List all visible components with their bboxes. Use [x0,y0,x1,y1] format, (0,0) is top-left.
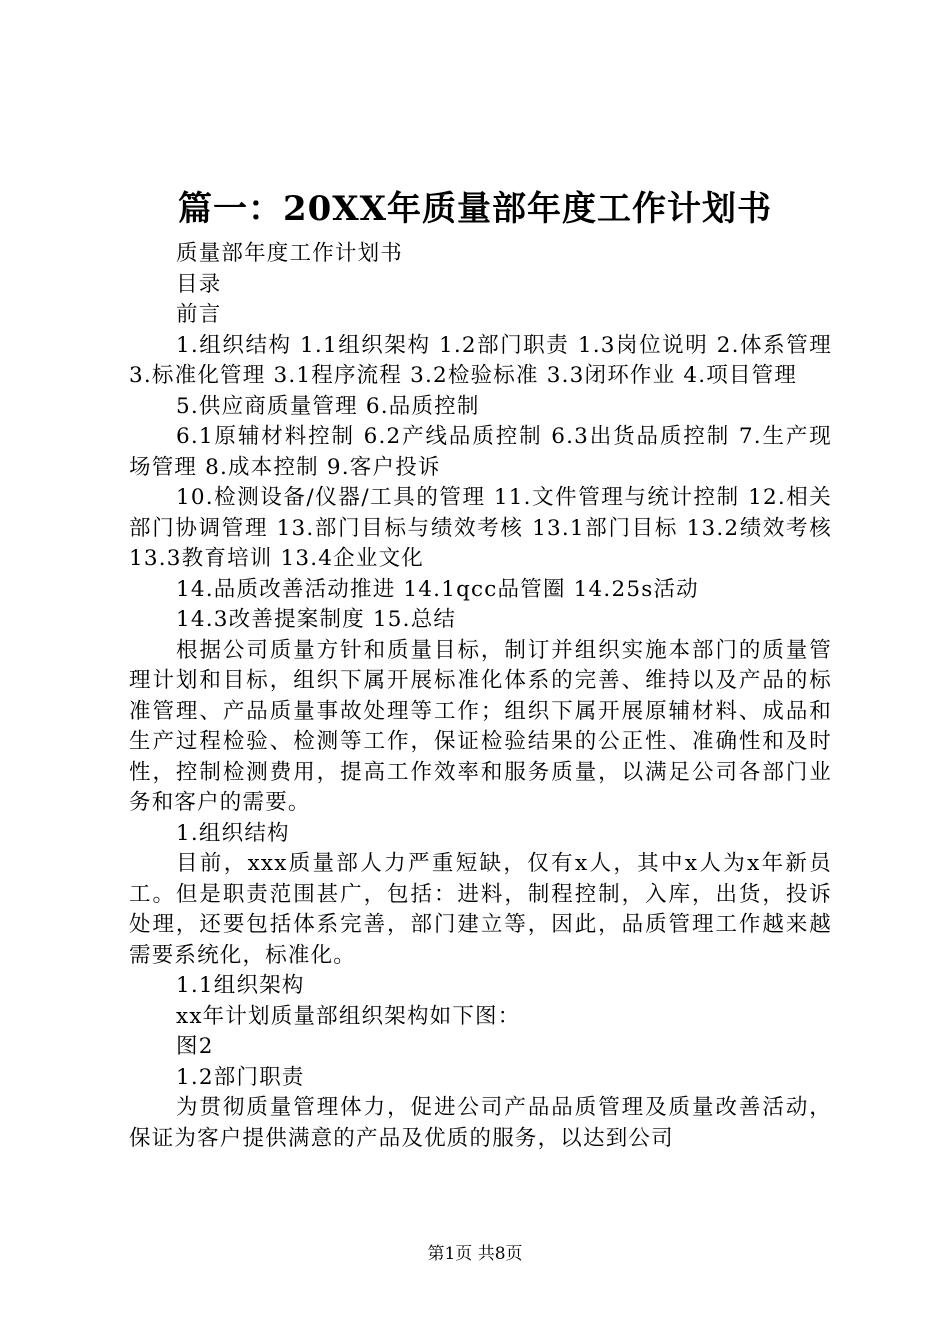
paragraph-preface: 前言 [176,302,222,327]
paragraph-toc-6: 14.3改善提案制度 15.总结 [176,607,457,632]
paragraph-org-status: 目前，xxx质量部人力严重短缺，仅有x人，其中x人为x年新员工。但是职责范围甚广，包括：进料，制程控制，入库，出货，投诉处理，还要包括体系完善，部门建立等，因此，品质管理工作越来越需要系统化，标准化。 [129,851,832,968]
paragraph-toc-5: 14.品质改善活动推进 14.1qcc品管圈 14.25s活动 [176,576,699,602]
paragraph-toc-heading: 目录 [176,271,222,297]
document-title: 篇一：20XX年质量部年度工作计划书 [177,189,773,229]
paragraph-subtitle: 质量部年度工作计划书 [176,241,404,266]
document-body [129,239,832,1154]
paragraph-duties: 为贯彻质量管理体力，促进公司产品品质管理及质量改善活动，保证为客户提供满意的产品及优质的服务，以达到公司 [129,1095,832,1151]
section-heading-1-1: 1.1组织架构 [176,973,305,998]
paragraph-toc-2: 5.供应商质量管理 6.品质控制 [176,393,480,419]
paragraph-toc-1: 1.组织结构 1.1组织架构 1.2部门职责 1.3岗位说明 2.体系管理 3.标准化管理 3.1程序流程 3.2检验标准 3.3闭环作业 4.项目管理 [129,332,832,388]
paragraph-toc-3: 6.1原辅材料控制 6.2产线品质控制 6.3出货品质控制 7.生产现场管理 8.成本控制 9.客户投诉 [129,424,832,480]
paragraph-intro: 根据公司质量方针和质量目标，制订并组织实施本部门的质量管理计划和目标，组织下属开展标准化体系的完善、维持以及产品的标准管理、产品质量事故处理等工作；组织下属开展原辅材料、成品和生产过程检验、检测等工作，保证检验结果的公正性、准确性和及时性，控制检测费用，提高工作效率和服务质量，以满足公司各部门业务和客户的需要。 [129,637,832,815]
paragraph-org-plan: xx年计划质量部组织架构如下图： [176,1003,521,1029]
section-heading-1-2: 1.2部门职责 [176,1064,305,1090]
section-heading-1: 1.组织结构 [176,820,290,846]
figure-label: 图2 [176,1034,214,1059]
paragraph-toc-4: 10.检测设备/仪器/工具的管理 11.文件管理与统计控制 12.相关部门协调管理 13.部门目标与绩效考核 13.1部门目标 13.2绩效考核 13.3教育培训 13.4企业文化 [129,485,833,571]
page-footer: 第1页 共8页 [427,1244,523,1264]
